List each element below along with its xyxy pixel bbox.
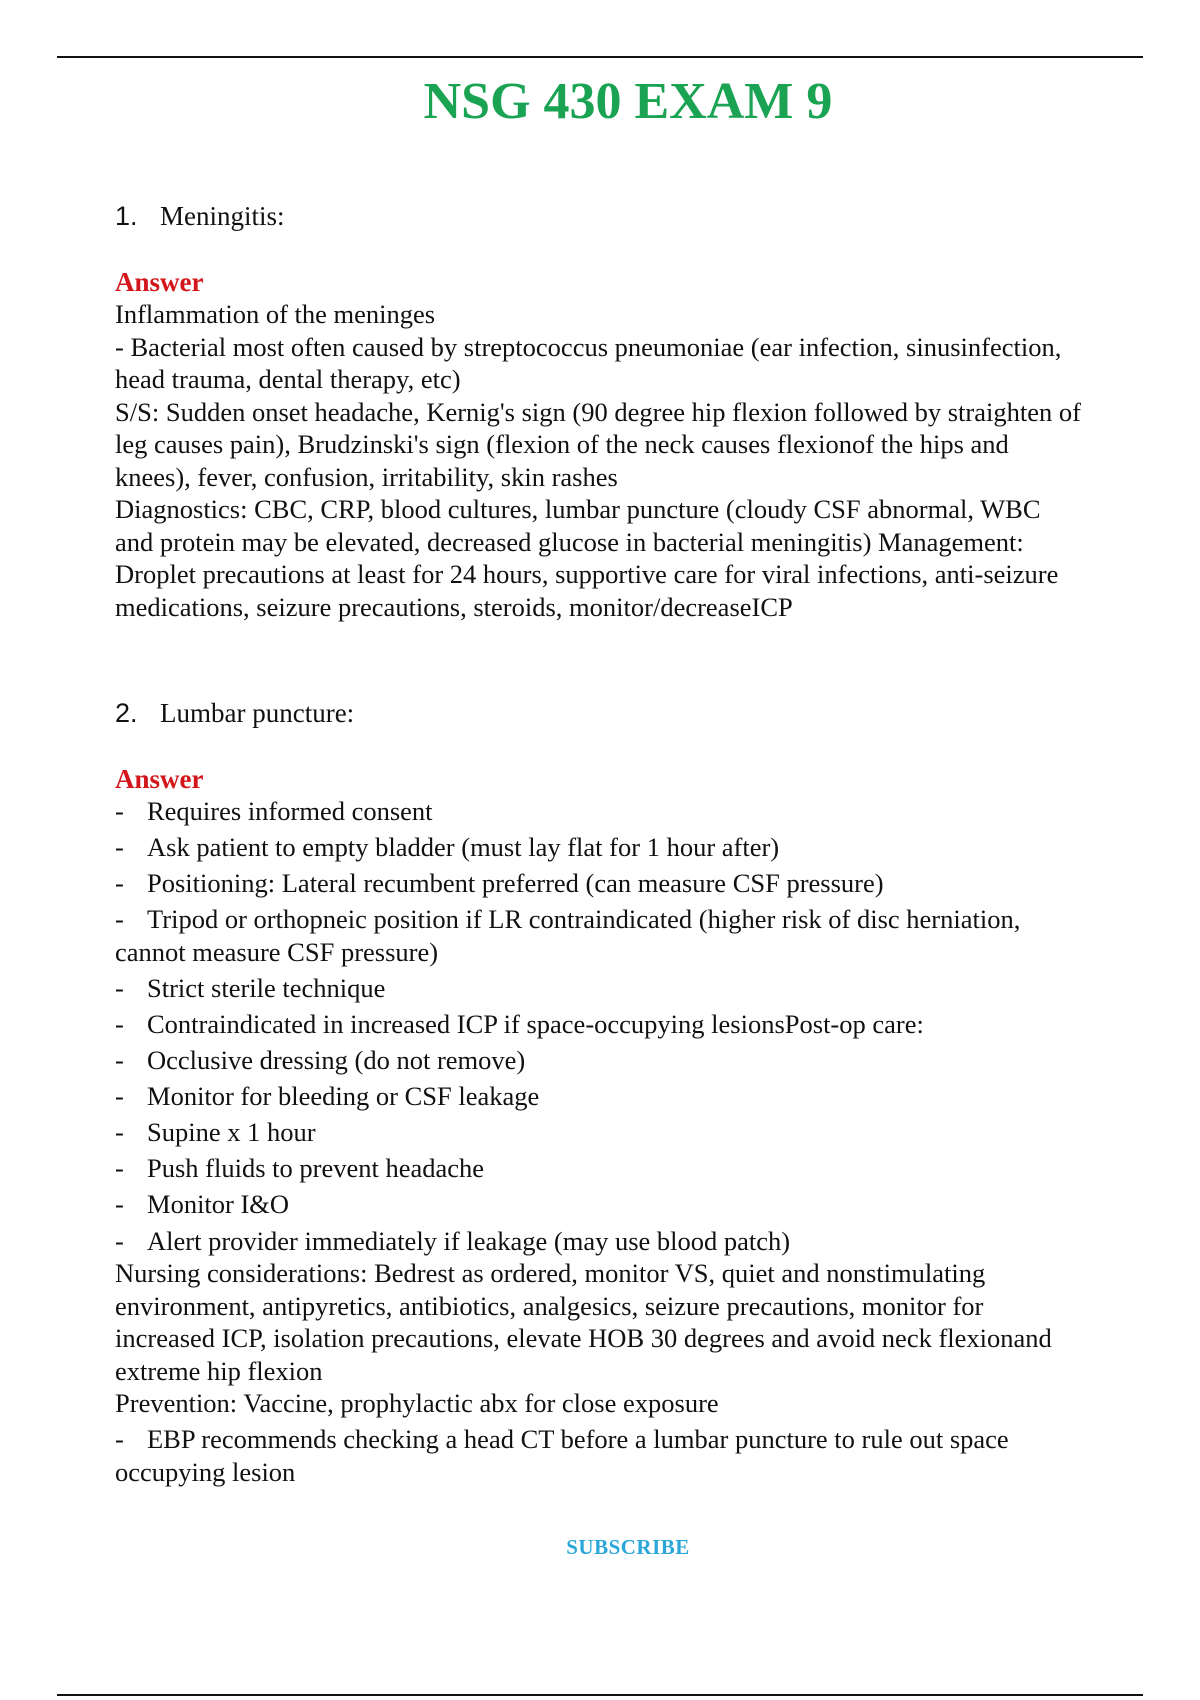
bullet-item: - Contraindicated in increased ICP if space-occupying lesionsPost-op care: xyxy=(115,1008,924,1039)
bullet-item: - Monitor for bleeding or CSF leakage xyxy=(115,1081,540,1112)
bullet-item: - Occlusive dressing (do not remove) xyxy=(115,1045,526,1076)
answer-line: S/S: Sudden onset headache, Kernig's sign (90 degree hip flexion followed by straighten of xyxy=(115,396,1081,427)
answer-label: Answer xyxy=(115,764,204,794)
bullet-item: - Monitor I&O xyxy=(115,1189,290,1220)
answer-line: Droplet precautions at least for 24 hours, supportive care for viral infections, anti-seizure xyxy=(115,559,1059,589)
bullet-item: - Push fluids to prevent headache xyxy=(115,1153,485,1184)
answer-label: Answer xyxy=(115,267,204,297)
question-prompt: Meningitis: xyxy=(160,201,285,231)
nursing-line: extreme hip flexion xyxy=(115,1355,323,1386)
bullet-item: - Strict sterile technique xyxy=(115,972,386,1003)
question-number: 1. xyxy=(115,201,138,231)
page-title: NSG 430 EXAM 9 xyxy=(423,73,833,130)
question-prompt: Lumbar puncture: xyxy=(160,698,355,728)
bullet-item: - Alert provider immediately if leakage (may use blood patch) xyxy=(115,1225,791,1256)
question-number: 2. xyxy=(115,698,138,728)
bullet-item: - Tripod or orthopneic position if LR contraindicated (higher risk of disc herniation, xyxy=(115,904,1021,935)
document-body xyxy=(115,196,1145,1488)
bullet-continuation: cannot measure CSF pressure) xyxy=(115,936,439,967)
answer-line: knees), fever, confusion, irritability, skin rashes xyxy=(115,461,618,492)
answer-line: Diagnostics: CBC, CRP, blood cultures, lumbar puncture (cloudy CSF abnormal, WBC xyxy=(115,494,1041,524)
answer-line: leg causes pain), Brudzinski's sign (flexion of the neck causes flexionof the hips and xyxy=(115,429,1009,459)
nursing-line: increased ICP, isolation precautions, elevate HOB 30 degrees and avoid neck flexionand xyxy=(115,1323,1052,1354)
bullet-item: - Supine x 1 hour xyxy=(115,1117,316,1148)
bullet-item: - Requires informed consent xyxy=(115,796,433,826)
top-rule xyxy=(57,56,1143,58)
prevention-line: Prevention: Vaccine, prophylactic abx for close exposure xyxy=(115,1388,719,1419)
nursing-line: Nursing considerations: Bedrest as ordered, monitor VS, quiet and nonstimulating xyxy=(115,1258,986,1289)
bullet-item: - Ask patient to empty bladder (must lay flat for 1 hour after) xyxy=(115,832,780,863)
answer-line: and protein may be elevated, decreased glucose in bacterial meningitis) Management: xyxy=(115,526,1024,557)
bottom-rule xyxy=(57,1694,1143,1696)
bullet-item: - EBP recommends checking a head CT before a lumbar puncture to rule out space xyxy=(115,1424,1009,1455)
answer-line: head trauma, dental therapy, etc) xyxy=(115,364,461,394)
subscribe-link[interactable]: SUBSCRIBE xyxy=(566,1535,690,1559)
question-1 xyxy=(115,196,1145,236)
nursing-line: environment, antipyretics, antibiotics, analgesics, seizure precautions, monitor for xyxy=(115,1290,984,1321)
answer-line: - Bacterial most often caused by streptococcus pneumoniae (ear infection, sinusinfection, xyxy=(115,331,1062,362)
bullet-continuation: occupying lesion xyxy=(115,1456,296,1487)
answer-line: Inflammation of the meninges xyxy=(115,299,436,329)
bullet-item: - Positioning: Lateral recumbent preferred (can measure CSF pressure) xyxy=(115,868,884,899)
question-2 xyxy=(115,693,1145,733)
answer-line: medications, seizure precautions, steroids, monitor/decreaseICP xyxy=(115,591,793,622)
